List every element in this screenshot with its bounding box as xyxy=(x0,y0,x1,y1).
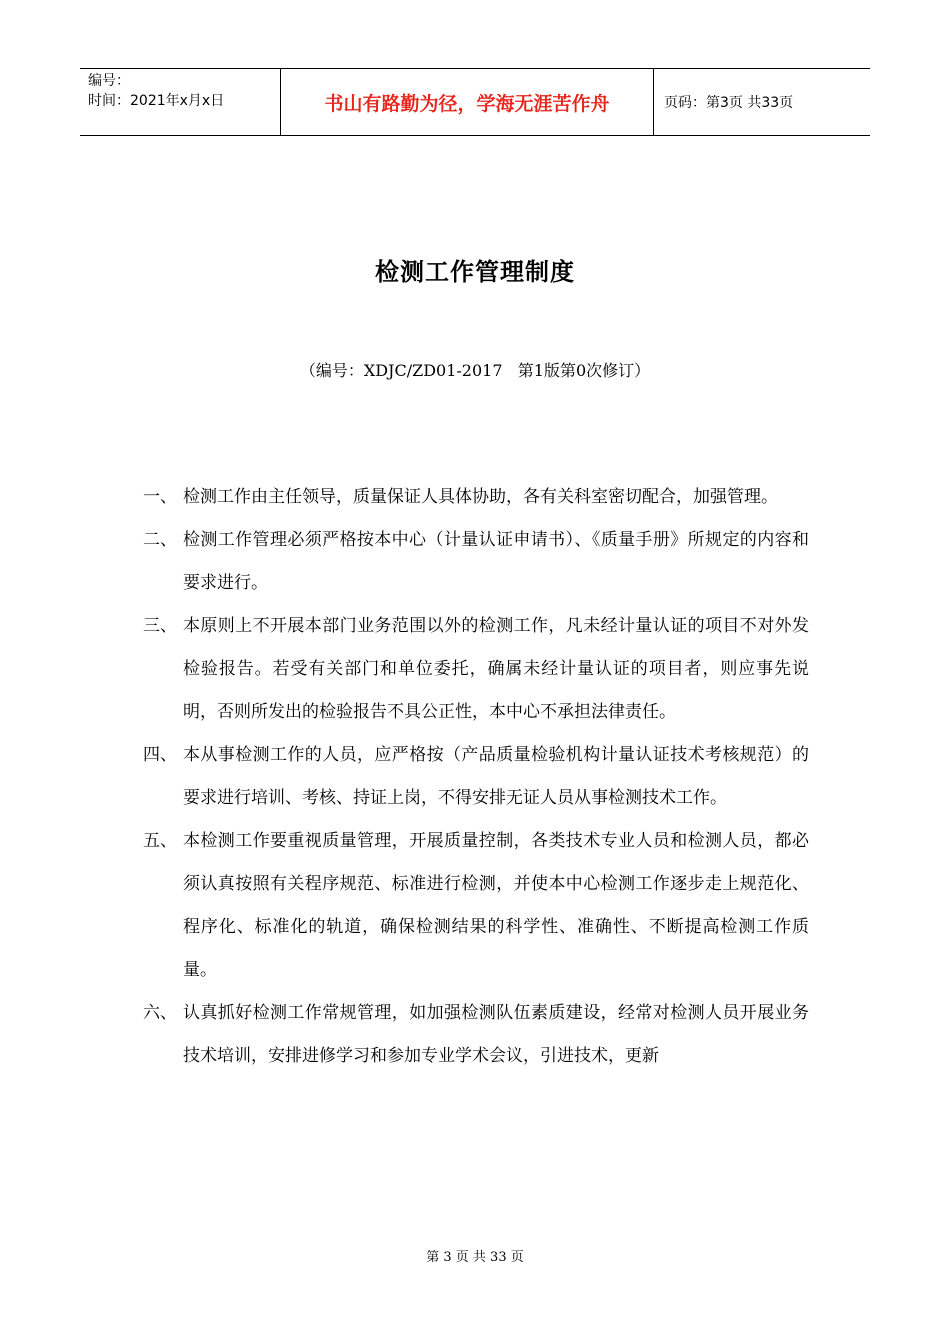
paragraph-5 xyxy=(143,820,809,992)
paragraph-1 xyxy=(143,476,809,519)
paragraph-number: 三、 xyxy=(143,616,177,636)
paragraph-number: 四、 xyxy=(143,745,177,765)
paragraph-text: 认真抓好检测工作常规管理，如加强检测队伍素质建设，经常对检测人员开展业务技术培训，安排进修学习和参加专业学术会议，引进技术，更新 xyxy=(183,1003,809,1066)
number-label: 编号： xyxy=(88,73,130,89)
document-title: 检测工作管理制度 xyxy=(375,258,575,286)
page-footer: 第 3 页 共 33 页 xyxy=(426,1250,524,1265)
paragraph-text: 检测工作管理必须严格按本中心（计量认证申请书）、《质量手册》所规定的内容和要求进行。 xyxy=(183,530,809,593)
paragraph-4 xyxy=(143,734,809,820)
paragraph-text: 本从事检测工作的人员，应严格按（产品质量检验机构计量认证技术考核规范）的要求进行培训、考核、持证上岗，不得安排无证人员从事检测技术工作。 xyxy=(183,745,809,808)
paragraph-3 xyxy=(143,605,809,734)
time-label: 时间：2021年x月x日 xyxy=(88,93,225,109)
paragraph-number: 六、 xyxy=(143,1003,177,1023)
motto-cell xyxy=(281,69,654,135)
page-info-text: 页码：第3页 共33页 xyxy=(664,95,794,111)
paragraph-number: 二、 xyxy=(143,530,177,550)
document-body xyxy=(143,476,809,1078)
paragraph-2 xyxy=(143,519,809,605)
page-info-cell xyxy=(654,69,870,135)
header-meta-cell xyxy=(80,69,281,135)
paragraph-text: 本原则上不开展本部门业务范围以外的检测工作，凡未经计量认证的项目不对外发检验报告。若受有关部门和单位委托，确属未经计量认证的项目者，则应事先说明，否则所发出的检验报告不具公正性，本中心不承担法律责任。 xyxy=(183,616,809,722)
header-table xyxy=(80,68,870,136)
document-number: （编号：XDJC/ZD01-2017 第1版第0次修订） xyxy=(299,361,651,380)
motto-text: 书山有路勤为径，学海无涯苦作舟 xyxy=(324,92,610,115)
paragraph-text: 检测工作由主任领导，质量保证人具体协助，各有关科室密切配合，加强管理。 xyxy=(183,487,778,507)
paragraph-number: 五、 xyxy=(143,831,177,851)
paragraph-number: 一、 xyxy=(143,487,177,507)
paragraph-6 xyxy=(143,992,809,1078)
paragraph-text: 本检测工作要重视质量管理，开展质量控制，各类技术专业人员和检测人员，都必须认真按照有关程序规范、标准进行检测，并使本中心检测工作逐步走上规范化、程序化、标准化的轨道，确保检测结果的科学性、准确性、不断提高检测工作质量。 xyxy=(183,831,809,980)
